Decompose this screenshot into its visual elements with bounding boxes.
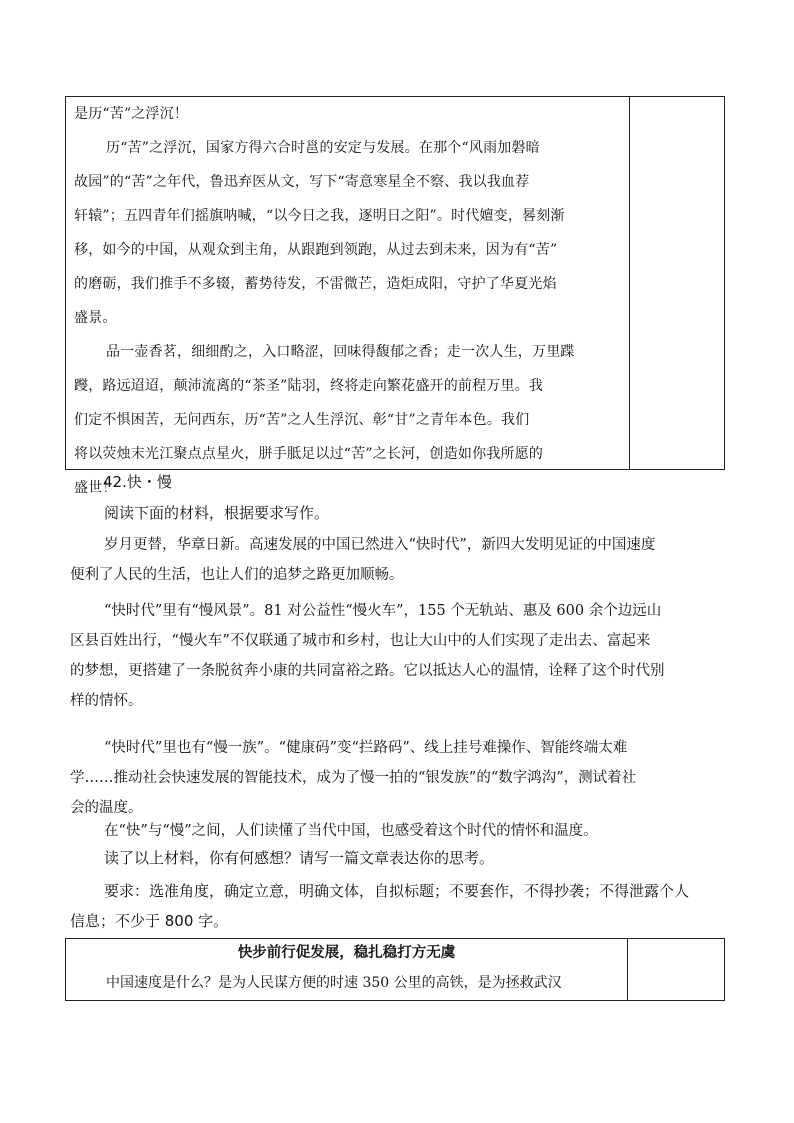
material-line: 的梦想，更搭建了一条脱贫奔小康的共同富裕之路。它以抵达人心的温情，诠释了这个时代别 — [70, 663, 665, 679]
material-instruction — [70, 500, 730, 526]
instruction-text: 阅读下面的材料，根据要求写作。 — [104, 504, 330, 522]
material-paragraph-1 — [70, 530, 730, 590]
essay-line: 盛景。 — [74, 310, 117, 326]
material-paragraph-4 — [70, 816, 730, 846]
section-title: 42.快・慢 — [103, 473, 172, 491]
material-question — [70, 844, 730, 872]
essay-line: 们定不惧困苦，无问西东，历“苦”之人生浮沉、彰“甘”之青年本色。我们 — [74, 412, 530, 428]
section-heading — [103, 470, 743, 494]
material-line: “快时代”里也有“慢一族”。“健康码”变“拦路码”、线上挂号难操作、智能终端太难 — [104, 740, 628, 756]
essay-line: 品一壶香茗，细细酌之，入口略涩，回味得馥郁之香；走一次人生，万里蹀 — [106, 344, 575, 360]
material-line: 学……推动社会快速发展的智能技术，成为了慢一拍的“银发族”的“数字鸿沟”，测试着社 — [70, 770, 637, 786]
essay-line: 历“苦”之浮沉，国家方得六合时邕的安定与发展。在那个“风雨加磐暗 — [106, 140, 540, 156]
material-paragraph-3 — [70, 733, 730, 823]
essay-table-2 — [65, 938, 725, 1001]
essay-line: 盛世！ — [74, 480, 117, 496]
material-line: 岁月更替，华章日新。高速发展的中国已然进入“快时代”，新四大发明见证的中国速度 — [104, 537, 656, 553]
material-line: 会的温度。 — [70, 800, 143, 816]
requirements-line: 信息；不少于 800 字。 — [70, 912, 229, 930]
essay-first-line: 中国速度是什么？是为人民谋方便的时速 350 公里的高铁，是为拯救武汉 — [106, 975, 562, 991]
question-text: 读了以上材料，你有何感想？请写一篇文章表达你的思考。 — [104, 849, 495, 867]
material-requirements — [70, 876, 730, 936]
requirements-line: 要求：选准角度，确定立意，明确文体，自拟标题；不要套作，不得抄袭；不得泄露个人 — [104, 882, 690, 900]
essay-line: 将以荧烛末光江聚点点星火，胼手胝足以过“苦”之长河，创造如你我所愿的 — [74, 446, 544, 462]
essay-line: 轩辕”；五四青年们摇旗呐喊，“以今日之我，逐明日之阳”。时代嬗变，晷刻渐 — [74, 208, 565, 224]
material-line: 在“快”与“慢”之间，人们读懂了当代中国，也感受着这个时代的情怀和温度。 — [104, 823, 598, 839]
material-line: “快时代”里有“慢风景”。81 对公益性“慢火车”，155 个无轨站、惠及 600 余个边远山 — [104, 603, 662, 619]
material-paragraph-2 — [70, 596, 730, 716]
material-line: 便利了人民的生活，也让人们的追梦之路更加顺畅。 — [70, 567, 404, 583]
essay-line: 是历“苦”之浮沉！ — [74, 106, 189, 122]
essay-line: 故园”的“苦”之年代，鲁迅弃医从文，写下“寄意寒星全不察、我以我血荐 — [74, 174, 530, 190]
essay-title: 快步前行促发展，稳扎稳打方无虞 — [237, 945, 456, 961]
essay-text-cell — [74, 97, 624, 505]
essay-line: 移，如今的中国，从观众到主角，从跟跑到领跑，从过去到未来，因为有“苦” — [74, 242, 558, 258]
table-column-divider — [627, 939, 628, 1000]
material-line: 样的情怀。 — [70, 693, 143, 709]
table-column-divider — [629, 97, 630, 469]
material-line: 区县百姓出行，“慢火车”不仅联通了城市和乡村，也让大山中的人们实现了走出去、富起来 — [70, 633, 651, 649]
essay-line: 的磨砺，我们推手不多辍，蓄势待发，不雷微芒，造炬成阳，守护了华夏光焰 — [74, 276, 557, 292]
essay-line: 躞，路远迢迢，颠沛流离的“茶圣”陆羽，终将走向繁花盛开的前程万里。我 — [74, 378, 544, 394]
